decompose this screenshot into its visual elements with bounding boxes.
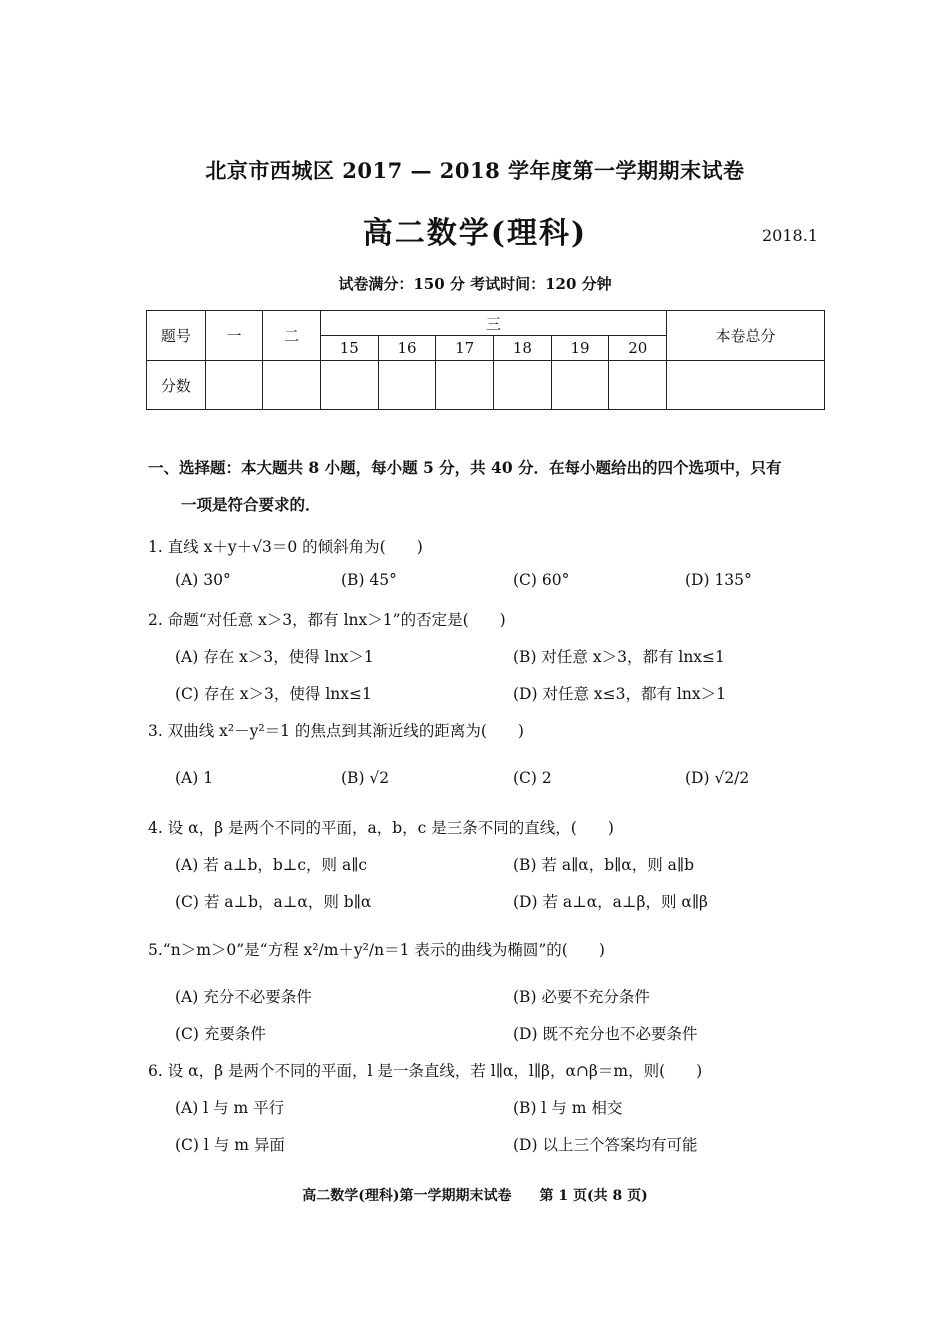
q5-option-c: (C) 充要条件	[175, 1025, 266, 1043]
row-label-score: 分数	[147, 361, 206, 410]
sub-col: 19	[551, 336, 609, 361]
q4-option-c: (C) 若 a⊥b，a⊥α，则 b∥α	[175, 893, 372, 911]
score-cell	[320, 361, 378, 410]
q1-option-c: (C) 60°	[513, 571, 570, 589]
col-part-1: 一	[205, 311, 263, 361]
q5-option-d: (D) 既不充分也不必要条件	[513, 1025, 698, 1043]
q5-option-a: (A) 充分不必要条件	[175, 988, 312, 1006]
score-cell	[667, 361, 825, 410]
q2-option-d: (D) 对任意 x≤3，都有 lnx＞1	[513, 685, 726, 703]
score-cell	[378, 361, 436, 410]
col-part-2: 二	[263, 311, 321, 361]
col-total: 本卷总分	[667, 311, 825, 361]
question-1: 1. 直线 x＋y＋√3＝0 的倾斜角为( )	[148, 538, 423, 556]
q4-option-a: (A) 若 a⊥b，b⊥c，则 a∥c	[175, 856, 368, 874]
question-3: 3. 双曲线 x²－y²＝1 的焦点到其渐近线的距离为( )	[148, 722, 524, 740]
q5-option-b: (B) 必要不充分条件	[513, 988, 650, 1006]
score-cell	[263, 361, 321, 410]
question-6: 6. 设 α，β 是两个不同的平面，l 是一条直线，若 l∥α，l∥β，α∩β＝m，则( )	[148, 1062, 703, 1080]
score-cell	[494, 361, 552, 410]
q4-option-b: (B) 若 a∥α，b∥α，则 a∥b	[513, 856, 695, 874]
subject-title: 高二数学(理科)	[362, 216, 588, 251]
score-cell	[609, 361, 667, 410]
q4-option-d: (D) 若 a⊥α，a⊥β，则 α∥β	[513, 893, 708, 911]
q6-option-d: (D) 以上三个答案均有可能	[513, 1136, 698, 1154]
score-table	[146, 310, 825, 410]
q1-option-b: (B) 45°	[341, 571, 397, 589]
q3-option-d: (D) √2/2	[685, 769, 750, 787]
sub-col: 15	[320, 336, 378, 361]
exam-date: 2018.1	[762, 226, 818, 245]
q2-option-c: (C) 存在 x＞3，使得 lnx≤1	[175, 685, 372, 703]
q6-option-b: (B) l 与 m 相交	[513, 1099, 623, 1117]
q2-option-b: (B) 对任意 x＞3，都有 lnx≤1	[513, 648, 725, 666]
section-heading-cont: 一项是符合要求的．	[181, 495, 321, 514]
col-part-3: 三	[320, 311, 666, 336]
sub-col: 17	[436, 336, 494, 361]
section-heading: 一、选择题：本大题共 8 小题，每小题 5 分，共 40 分．在每小题给出的四个选项中，只有	[148, 458, 782, 477]
sub-col: 16	[378, 336, 436, 361]
score-cell	[205, 361, 263, 410]
question-2: 2. 命题“对任意 x＞3，都有 lnx＞1”的否定是( )	[148, 611, 506, 629]
q3-option-a: (A) 1	[175, 769, 214, 787]
q6-option-c: (C) l 与 m 异面	[175, 1136, 285, 1154]
question-4: 4. 设 α，β 是两个不同的平面，a，b，c 是三条不同的直线，( )	[148, 819, 614, 837]
score-cell	[436, 361, 494, 410]
q1-option-a: (A) 30°	[175, 571, 231, 589]
question-5: 5.“n＞m＞0”是“方程 x²/m＋y²/n＝1 表示的曲线为椭圆”的( )	[148, 941, 605, 959]
q6-option-a: (A) l 与 m 平行	[175, 1099, 285, 1117]
row-label-question: 题号	[147, 311, 206, 361]
page-footer: 高二数学(理科)第一学期期末试卷 第 1 页(共 8 页)	[302, 1188, 648, 1204]
q1-option-d: (D) 135°	[685, 571, 752, 589]
score-cell	[551, 361, 609, 410]
q3-option-b: (B) √2	[341, 769, 390, 787]
exam-title: 北京市西城区 2017 — 2018 学年度第一学期期末试卷	[205, 158, 745, 183]
q2-option-a: (A) 存在 x＞3，使得 lnx＞1	[175, 648, 374, 666]
sub-col: 18	[494, 336, 552, 361]
q3-option-c: (C) 2	[513, 769, 552, 787]
exam-meta: 试卷满分：150 分 考试时间：120 分钟	[338, 275, 612, 293]
sub-col: 20	[609, 336, 667, 361]
